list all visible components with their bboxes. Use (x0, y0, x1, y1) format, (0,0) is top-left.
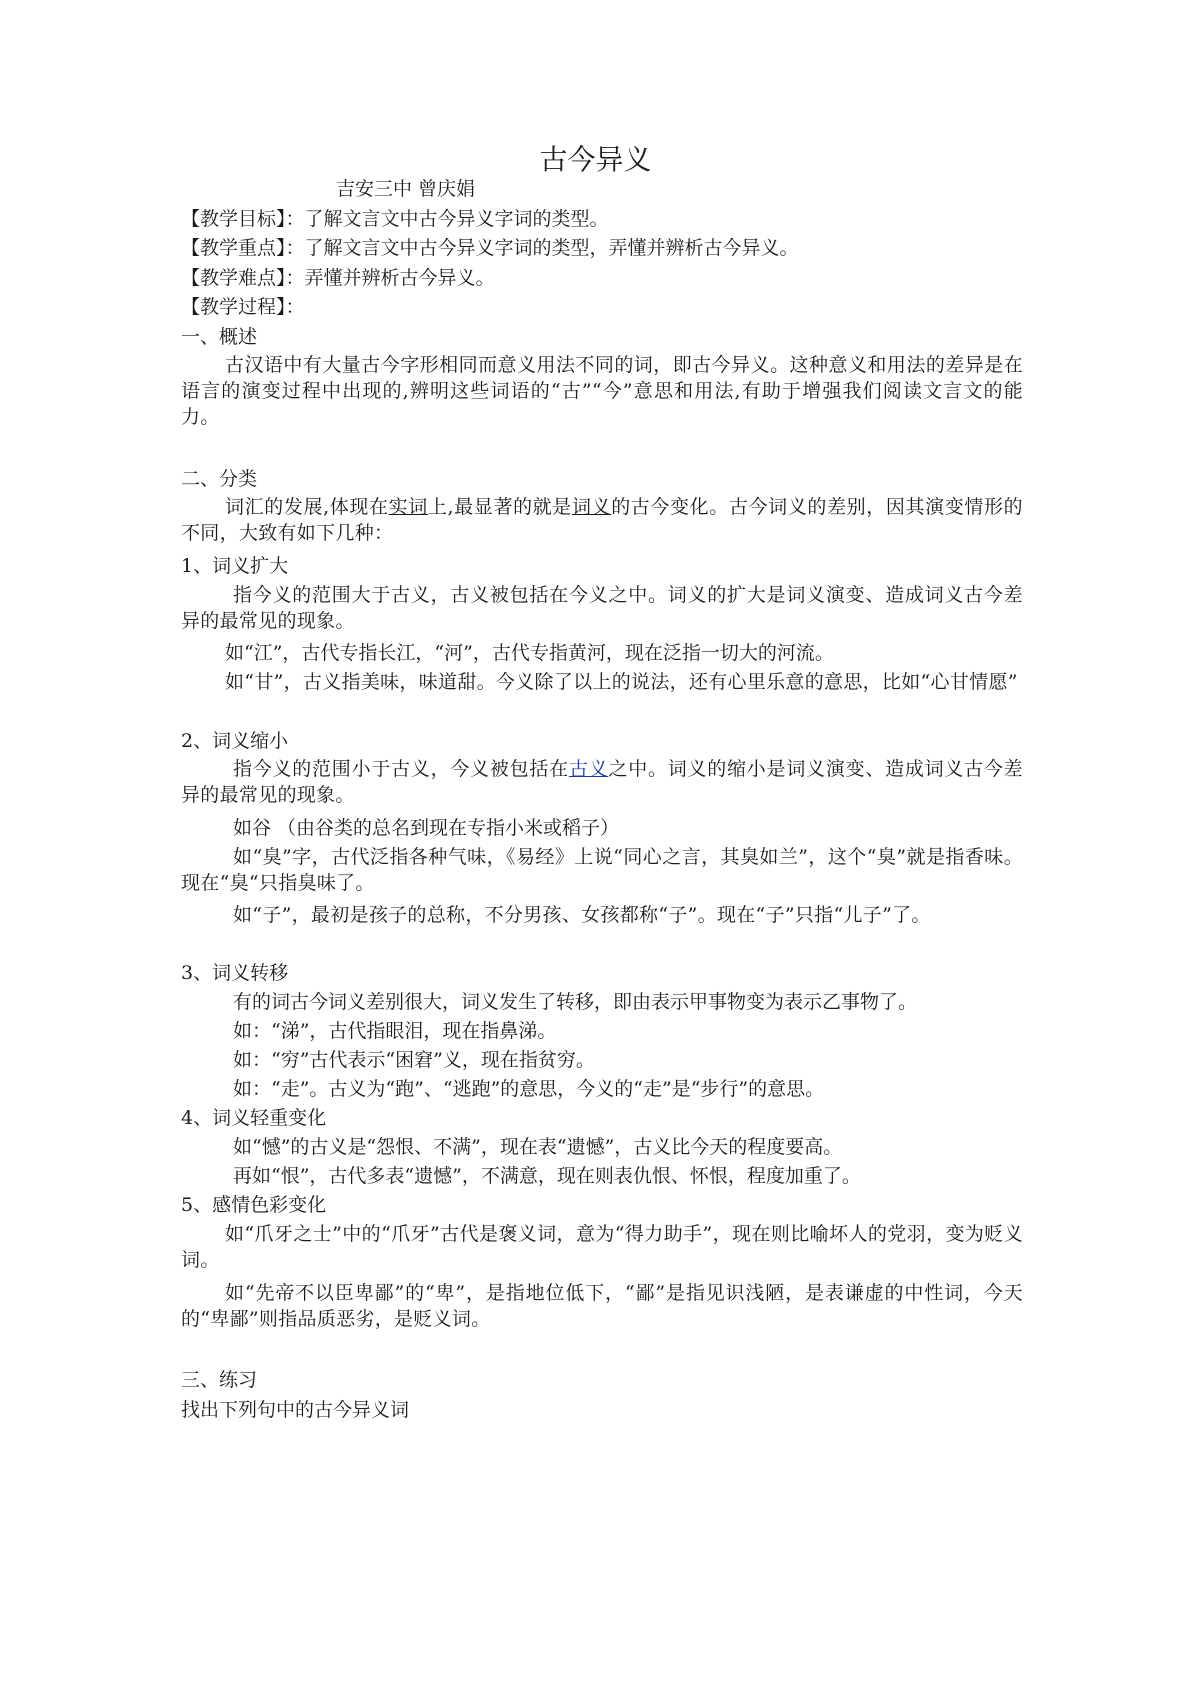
goal-label: 【教学目标】： (181, 208, 305, 230)
cat2-example-2: 如“臭”字，古代泛指各种气味，《易经》上说“同心之言，其臭如兰”，这个“臭”就是指香味。现在“臭“只指臭味了。 (181, 846, 1023, 894)
cat5-example-2: 如“先帝不以臣卑鄙”的“卑”，是指地位低下，“鄙”是指见识浅陋，是表谦虚的中性词，今天的“卑鄙”则指品质恶劣，是贬义词。 (181, 1282, 1023, 1330)
cat1-example-1: 如“江”，古代专指长江，“河”，古代专指黄河，现在泛指一切大的河流。 (225, 642, 834, 664)
intro-text-c: 的古今变化。古今词义的差别，因其演变情形的不同，大致有如下几种： (181, 496, 1023, 544)
cat5-heading: 5、感情色彩变化 (181, 1194, 327, 1216)
section1-heading: 一、概述 (181, 326, 258, 348)
cat1-example-2: 如“甘”，古义指美味，味道甜。今义除了以上的说法，还有心里乐意的意思，比如“心甘情愿” (225, 671, 1018, 693)
underlined-term-ciyi: 词义 (571, 496, 612, 518)
cat5-example-1: 如“爪牙之士”中的“爪牙”古代是褒义词，意为“得力助手”，现在则比喻坏人的党羽，变为贬义词。 (181, 1223, 1023, 1271)
cat3-example-2: 如：“穷”古代表示“困窘”义，现在指贫穷。 (233, 1049, 595, 1071)
goal-text: 了解文言文中古今异义字词的类型。 (304, 208, 609, 230)
section3-prompt: 找出下列句中的古今异义词 (181, 1399, 410, 1421)
guyi-link[interactable]: 古义 (568, 758, 609, 780)
cat2-description (181, 756, 1023, 808)
cat3-heading: 3、词义转移 (181, 962, 289, 984)
underlined-term-shici: 实词 (388, 496, 428, 518)
cat2-desc-a: 指今义的范围小于古义，今义被包括在 (233, 758, 569, 780)
difficulty-text: 弄懂并辨析古今异义。 (304, 267, 495, 289)
cat3-description: 有的词古今词义差别很大，词义发生了转移，即由表示甲事物变为表示乙事物了。 (233, 991, 918, 1013)
difficulty-line (181, 265, 1023, 291)
intro-text-a: 词汇的发展,体现在 (225, 496, 389, 518)
cat4-heading: 4、词义轻重变化 (181, 1107, 327, 1129)
cat3-example-3: 如：“走”。古义为“跑”、“逃跑”的意思，今义的“走”是“步行”的意思。 (233, 1078, 825, 1100)
section2-intro (181, 494, 1023, 546)
key-point-text: 了解文言文中古今异义字词的类型，弄懂并辨析古今异义。 (304, 237, 799, 259)
cat1-description: 指今义的范围大于古义，古义被包括在今义之中。词义的扩大是词义演变、造成词义古今差异的最常见的现象。 (181, 584, 1023, 632)
cat3-example-1: 如：“涕”，古代指眼泪，现在指鼻涕。 (233, 1020, 557, 1042)
section1-paragraph: 古汉语中有大量古今字形相同而意义用法不同的词，即古今异义。这种意义和用法的差异是在语言的演变过程中出现的,辨明这些词语的“古”“今”意思和用法,有助于增强我们阅读文言文的能力。 (181, 354, 1023, 428)
key-point-line (181, 235, 1023, 261)
cat2-heading: 2、词义缩小 (181, 730, 289, 752)
cat1-heading: 1、词义扩大 (181, 555, 289, 577)
intro-text-b: 上,最显著的就是 (427, 496, 572, 518)
author-line: 吉安三中 曾庆娟 (336, 178, 476, 200)
cat2-example-3: 如“子”，最初是孩子的总称，不分男孩、女孩都称“子”。现在“子”只指“儿子”了。 (233, 904, 931, 926)
section2-heading: 二、分类 (181, 468, 258, 490)
key-point-label: 【教学重点】： (181, 237, 305, 259)
goal-line (181, 206, 1023, 232)
difficulty-label: 【教学难点】： (181, 267, 305, 289)
process-line: 【教学过程】： (181, 296, 305, 318)
cat2-desc-b: 之中。词义的缩小是词义演变、造成词义古今差异的最常见的现象。 (181, 758, 1023, 806)
cat4-example-1: 如“憾”的古义是“怨恨、不满”，现在表“遗憾”，古义比今天的程度要高。 (233, 1136, 843, 1158)
section3-heading: 三、练习 (181, 1369, 258, 1391)
page-title: 古今异义 (539, 143, 652, 176)
cat4-example-2: 再如“恨”，古代多表“遗憾”，不满意，现在则表仇恨、怀恨，程度加重了。 (233, 1165, 861, 1187)
cat2-example-1: 如谷 （由谷类的总名到现在专指小米或稻子） (233, 817, 620, 839)
